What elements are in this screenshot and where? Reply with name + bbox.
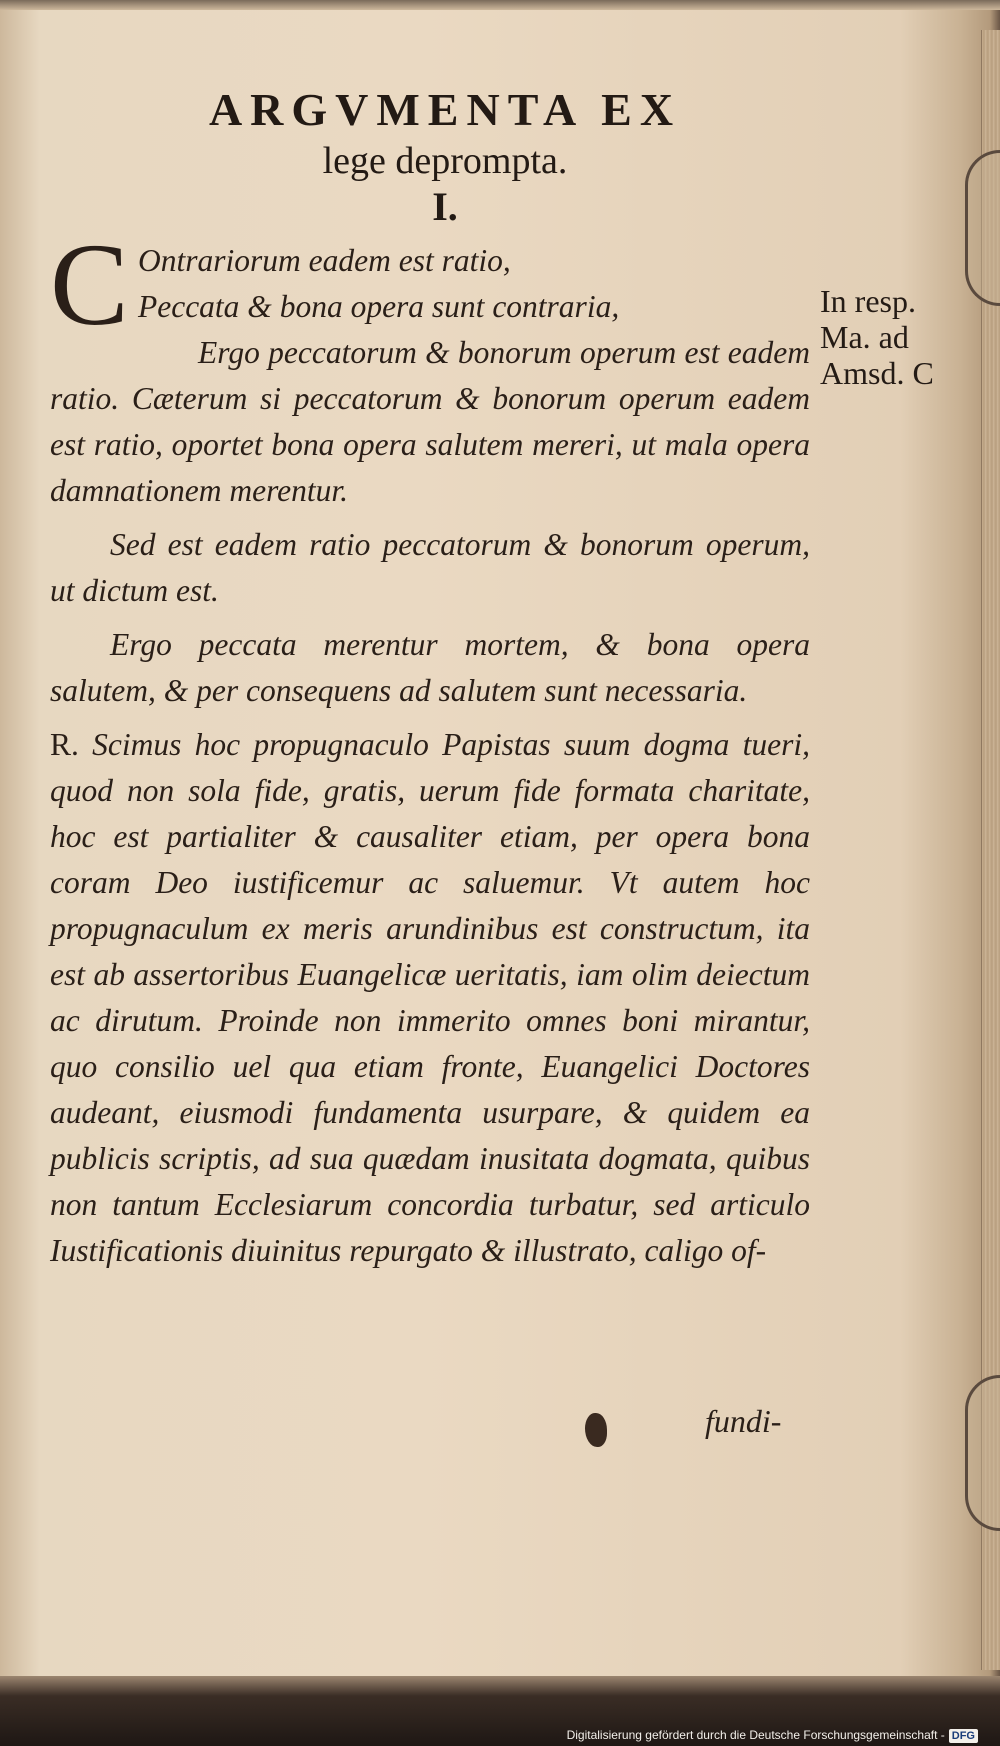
marginal-note [820,283,970,391]
top-edge [0,0,1000,10]
marginal-line-3: Amsd. C [820,355,934,391]
marginal-line-2: Ma. ad [820,319,909,355]
response-label: R. [50,727,79,762]
credit-text: Digitalisierung gefördert durch die Deutsche Forschungsgemeinschaft - [566,1728,945,1742]
heading-line-2: lege deprompta. [322,140,568,182]
response-paragraph [50,722,810,1274]
syllogism-major: Ontrariorum eadem est ratio, [138,243,511,278]
drop-capital: C [50,219,129,350]
argument-conclusion: Ergo peccata merentur mortem, & bona opera salutem, & per consequens ad salutem sunt necessaria. [50,627,810,708]
syllogism-conclusion: Ergo peccatorum & bonorum operum est eadem ratio. Cæterum si peccatorum & bonorum operum eadem est ratio, oportet bona opera salutem mereri, ut mala opera damnationem merentur. [50,335,810,508]
section-heading [150,82,740,230]
clip-top [965,150,1000,306]
argument-premise: Sed est eadem ratio peccatorum & bonorum operum, ut dictum est. [50,527,810,608]
marginal-line-1: In resp. [820,283,916,319]
heading-numeral: I. [432,184,458,229]
dfg-logo: DFG [949,1729,978,1743]
clip-bottom [965,1375,1000,1531]
syllogism-minor: Peccata & bona opera sunt contraria, [138,289,620,324]
response-text: Scimus hoc propugnaculo Papistas suum dogma tueri, quod non sola fide, gratis, uerum fide formata charitate, hoc est partialiter & causaliter etiam, per opera bona coram Deo iustificemur ac saluemur. Vt autem hoc propugnaculum ex meris arundinibus est constructum, ita est ab assertoribus Euangelicæ ueritatis, iam olim deiectum ac dirutum. Proinde non immerito omnes boni mirantur, quo consilio uel qua etiam fronte, Euangelici Doctores audeant, eiusmodi fundamenta usurpare, & quidem ea publicis scriptis, ad sua quædam inusitata dogmata, quibus non tantum Ecclesiarum concordia turbatur, sed articulo Iustificationis diuinitus repurgato & illustrato, caligo of- [50,727,811,1268]
main-text [50,219,811,1274]
heading-line-1: ARGVMENTA EX [208,84,682,135]
ink-blot [585,1413,607,1447]
digitization-credit [567,1727,978,1743]
catchword: fundi- [705,1403,782,1439]
